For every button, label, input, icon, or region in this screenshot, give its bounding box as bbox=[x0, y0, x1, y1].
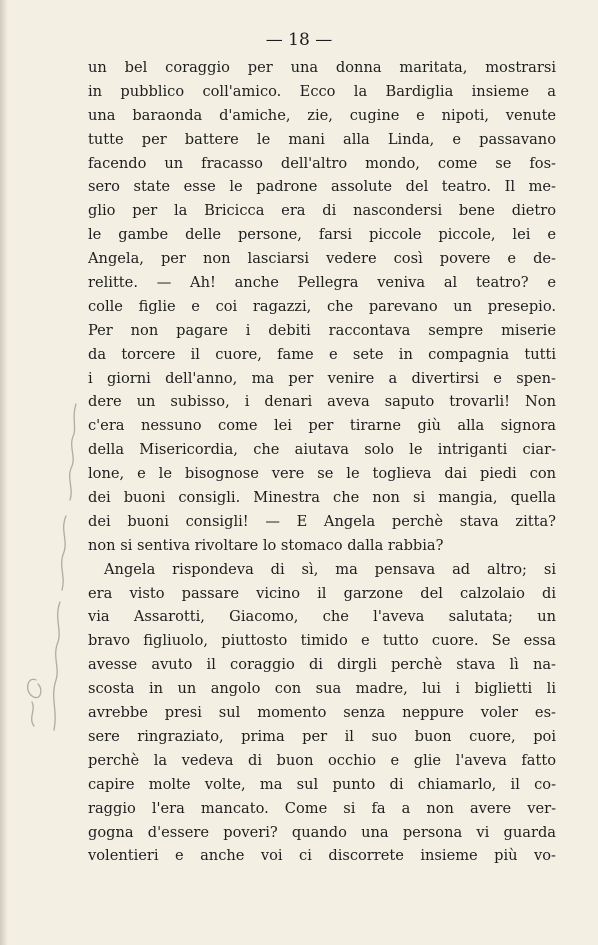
text-line: Angela, per non lasciarsi vedere così povere e de- bbox=[88, 250, 556, 268]
text-line: dei buoni consigli. Minestra che non si mangia, quella bbox=[88, 489, 556, 507]
text-line: bravo figliuolo, piuttosto timido e tutto cuore. Se essa bbox=[88, 632, 556, 650]
text-line: avesse avuto il coraggio di dirgli perchè stava lì na- bbox=[88, 656, 556, 674]
text-line: capire molte volte, ma sul punto di chiamarlo, il co- bbox=[88, 775, 556, 793]
text-line: tutte per battere le mani alla Linda, e passavano bbox=[88, 130, 556, 148]
text-line: le gambe delle persone, farsi piccole piccole, lei e bbox=[88, 226, 556, 244]
text-line: gogna d'essere poveri? quando una persona vi guarda bbox=[88, 823, 556, 841]
text-line: raggio l'era mancato. Come si fa a non avere ver- bbox=[88, 799, 556, 817]
text-line: relitte. — Ah! anche Pellegra veniva al teatro? e bbox=[88, 274, 556, 292]
text-line: da torcere il cuore, fame e sete in compagnia tutti bbox=[88, 345, 556, 363]
text-line: perchè la vedeva di buon occhio e glie l'aveva fatto bbox=[88, 751, 556, 769]
text-line: dei buoni consigli! — E Angela perchè stava zitta? bbox=[88, 512, 556, 530]
text-line: glio per la Bricicca era di nascondersi bene dietro bbox=[88, 202, 556, 220]
text-line: un bel coraggio per una donna maritata, mostrarsi bbox=[88, 59, 556, 76]
text-line: non si sentiva rivoltare lo stomaco dalla rabbia? bbox=[88, 536, 444, 554]
body-text bbox=[88, 56, 556, 868]
page-number: — 18 — bbox=[265, 30, 333, 50]
text-line: era visto passare vicino il garzone del calzolaio di bbox=[88, 584, 556, 602]
text-line: volentieri e anche voi ci discorrete insieme più vo- bbox=[88, 847, 556, 865]
text-line: avrebbe presi sul momento senza neppure voler es- bbox=[88, 704, 556, 722]
text-line: sere ringraziato, prima per il suo buon cuore, poi bbox=[88, 727, 556, 745]
text-line: facendo un fracasso dell'altro mondo, come se fos- bbox=[88, 154, 556, 172]
text-line: colle figlie e coi ragazzi, che parevano un presepio. bbox=[88, 297, 556, 315]
text-line: una baraonda d'amiche, zie, cugine e nipoti, venute bbox=[88, 106, 556, 124]
pencil-marginalia bbox=[14, 380, 86, 750]
text-line: c'era nessuno come lei per tirarne giù alla signora bbox=[88, 417, 556, 435]
text-line: sero state esse le padrone assolute del teatro. Il me- bbox=[88, 178, 556, 196]
page-spine-shadow bbox=[0, 0, 8, 945]
text-line: via Assarotti, Giacomo, che l'aveva salutata; un bbox=[88, 608, 556, 626]
text-line: dere un subisso, i denari aveva saputo trovarli! Non bbox=[88, 393, 556, 411]
text-line: della Misericordia, che aiutava solo le intriganti ciar- bbox=[88, 441, 556, 459]
text-line: scosta in un angolo con sua madre, lui i biglietti li bbox=[88, 680, 556, 698]
text-line: in pubblico coll'amico. Ecco la Bardiglia insieme a bbox=[88, 82, 556, 100]
text-line: Per non pagare i debiti raccontava sempre miserie bbox=[88, 321, 556, 339]
text-line: Angela rispondeva di sì, ma pensava ad altro; si bbox=[104, 560, 556, 578]
text-line: i giorni dell'anno, ma per venire a divertirsi e spen- bbox=[88, 369, 556, 387]
text-line: lone, e le bisognose vere se le toglieva dai piedi con bbox=[88, 465, 556, 483]
